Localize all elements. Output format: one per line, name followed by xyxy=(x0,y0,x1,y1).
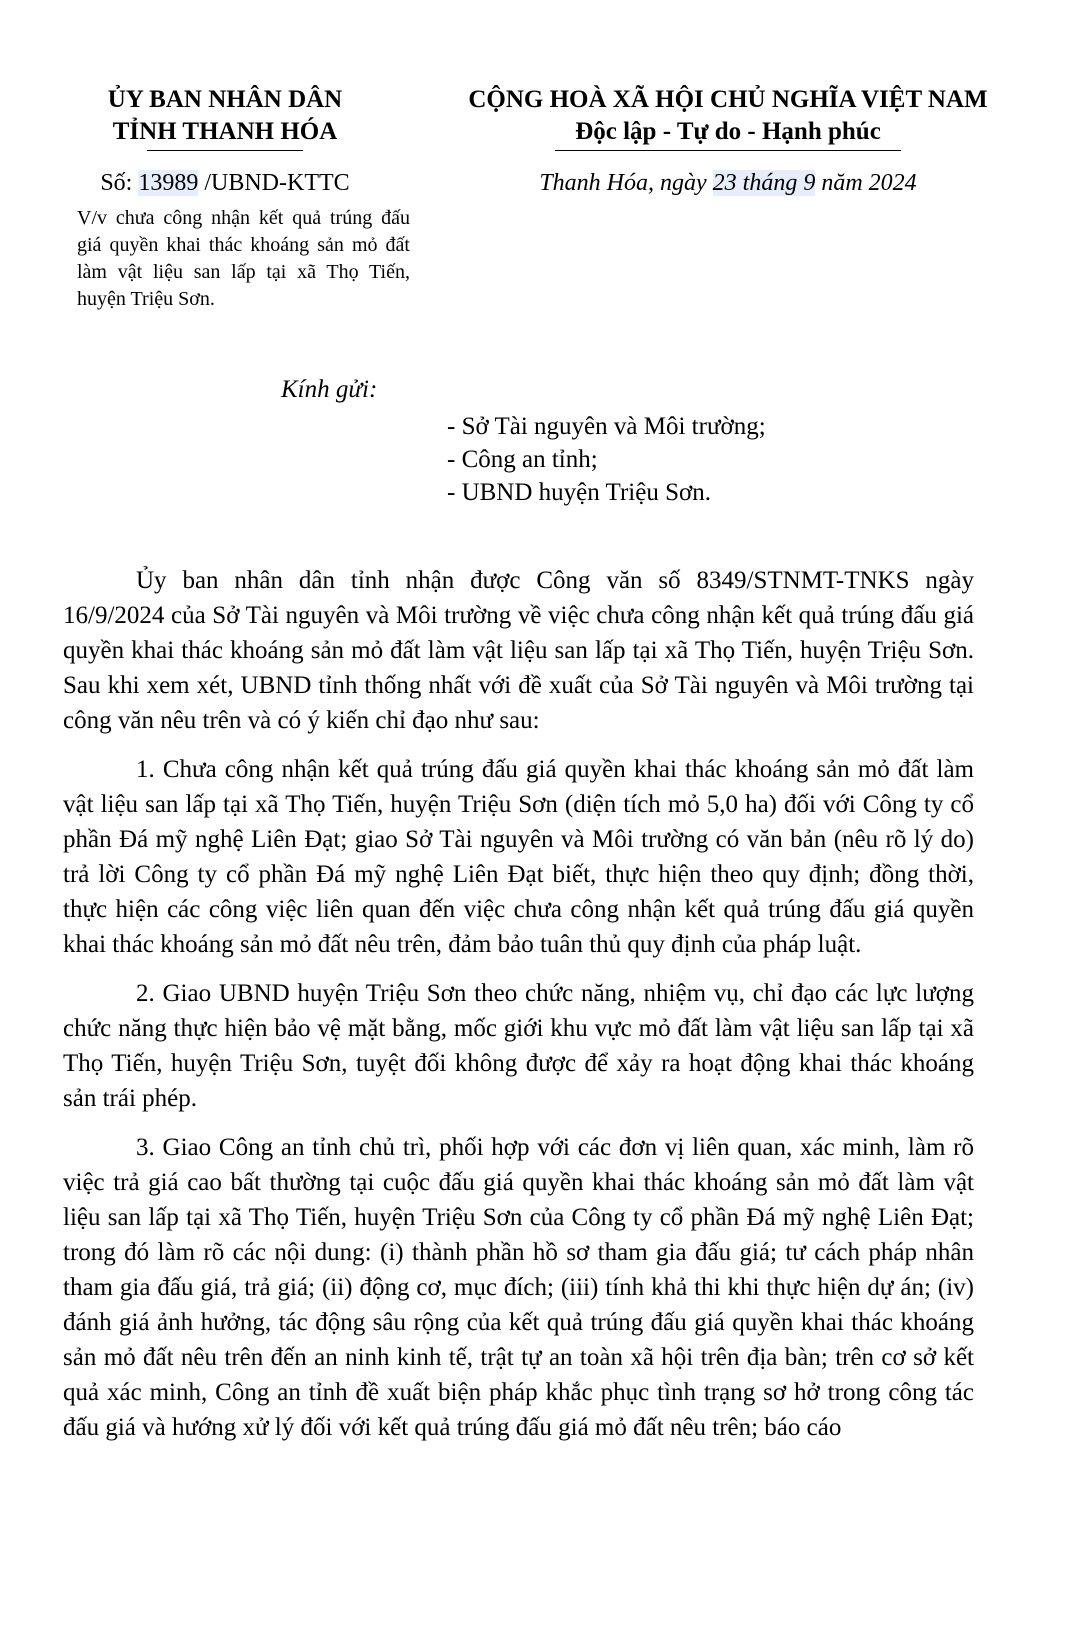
date-suffix: năm 2024 xyxy=(815,170,917,196)
addressee-label: Kính gửi: xyxy=(281,376,378,403)
body-item-2: 2. Giao UBND huyện Triệu Sơn theo chức năng, nhiệm vụ, chỉ đạo các lực lượng chức năng thực hiện bảo vệ mặt bằng, mốc giới khu vực mỏ đất làm vật liệu san lấp tại xã Thọ Tiến, huyện Triệu Sơn, tuyệt đối không được để xảy ra hoạt động khai thác khoáng sản trái phép. xyxy=(63,980,974,1112)
recipient-item: - UBND huyện Triệu Sơn. xyxy=(447,479,711,506)
body-item-1: 1. Chưa công nhận kết quả trúng đấu giá quyền khai thác khoáng sản mỏ đất làm vật liệu san lấp tại xã Thọ Tiến, huyện Triệu Sơn (diện tích mỏ 5,0 ha) đối với Công ty cổ phần Đá mỹ nghệ Liên Đạt; giao Sở Tài nguyên và Môi trường có văn bản (nêu rõ lý do) trả lời Công ty cổ phần Đá mỹ nghệ Liên Đạt biết, thực hiện theo quy định; đồng thời, thực hiện các công việc liên quan đến việc chưa công nhận kết quả trúng đấu giá quyền khai thác khoáng sản mỏ đất nêu trên, đảm bảo tuân thủ quy định của pháp luật. xyxy=(63,756,974,958)
document-number-value: 13989 xyxy=(138,170,199,196)
issuing-authority-line1: ỦY BAN NHÂN DÂN xyxy=(107,86,343,113)
document-subject: V/v chưa công nhận kết quả trúng đấu giá quyền khai thác khoáng sản mỏ đất làm vật liệu san lấp tại xã Thọ Tiến, huyện Triệu Sơn. xyxy=(77,207,410,310)
date-day-month: 23 tháng 9 xyxy=(712,170,816,196)
body-item-3: 3. Giao Công an tỉnh chủ trì, phối hợp với các đơn vị liên quan, xác minh, làm rõ việc trả giá cao bất thường tại cuộc đấu giá quyền khai thác khoáng sản mỏ đất làm vật liệu san lấp tại xã Thọ Tiến, huyện Triệu Sơn của Công ty cổ phần Đá mỹ nghệ Liên Đạt; trong đó làm rõ các nội dung: (i) thành phần hồ sơ tham gia đấu giá; tư cách pháp nhân tham gia đấu giá, trả giá; (ii) động cơ, mục đích; (iii) tính khả thi khi thực hiện dự án; (iv) đánh giá ảnh hưởng, tác động sâu rộng của kết quả trúng đấu giá quyền khai thác khoáng sản mỏ đất nêu trên đến an ninh kinh tế, trật tự an toàn xã hội trên địa bàn; trên cơ sở kết quả xác minh, Công an tỉnh đề xuất biện pháp khắc phục tình trạng sơ hở trong công tác đấu giá và hướng xử lý đối với kết quả trúng đấu giá mỏ đất nêu trên; báo cáo xyxy=(63,1134,974,1441)
national-motto: Độc lập - Tự do - Hạnh phúc xyxy=(575,118,881,145)
document-number xyxy=(40,170,410,197)
document-number-prefix: Số: xyxy=(100,170,139,196)
issuing-authority xyxy=(40,84,410,151)
motto-underline xyxy=(555,150,901,151)
document-date xyxy=(418,170,1038,197)
authority-underline xyxy=(147,150,303,151)
recipient-item: - Công an tỉnh; xyxy=(447,446,598,473)
national-header xyxy=(418,84,1038,151)
document-body xyxy=(63,563,974,1459)
national-title: CỘNG HOÀ XÃ HỘI CHỦ NGHĨA VIỆT NAM xyxy=(468,86,988,113)
recipient-list xyxy=(447,410,766,509)
body-intro-paragraph: Ủy ban nhân dân tỉnh nhận được Công văn số 8349/STNMT-TNKS ngày 16/9/2024 của Sở Tài nguyên và Môi trường về việc chưa công nhận kết quả trúng đấu giá quyền khai thác khoáng sản mỏ đất làm vật liệu san lấp tại xã Thọ Tiến, huyện Triệu Sơn. Sau khi xem xét, UBND tỉnh thống nhất với đề xuất của Sở Tài nguyên và Môi trường tại công văn nêu trên và có ý kiến chỉ đạo như sau: xyxy=(63,567,974,734)
recipient-item: - Sở Tài nguyên và Môi trường; xyxy=(447,413,766,440)
date-prefix: Thanh Hóa, ngày xyxy=(539,170,713,196)
issuing-authority-line2: TỈNH THANH HÓA xyxy=(112,118,338,145)
document-number-suffix: /UBND-KTTC xyxy=(198,170,350,196)
